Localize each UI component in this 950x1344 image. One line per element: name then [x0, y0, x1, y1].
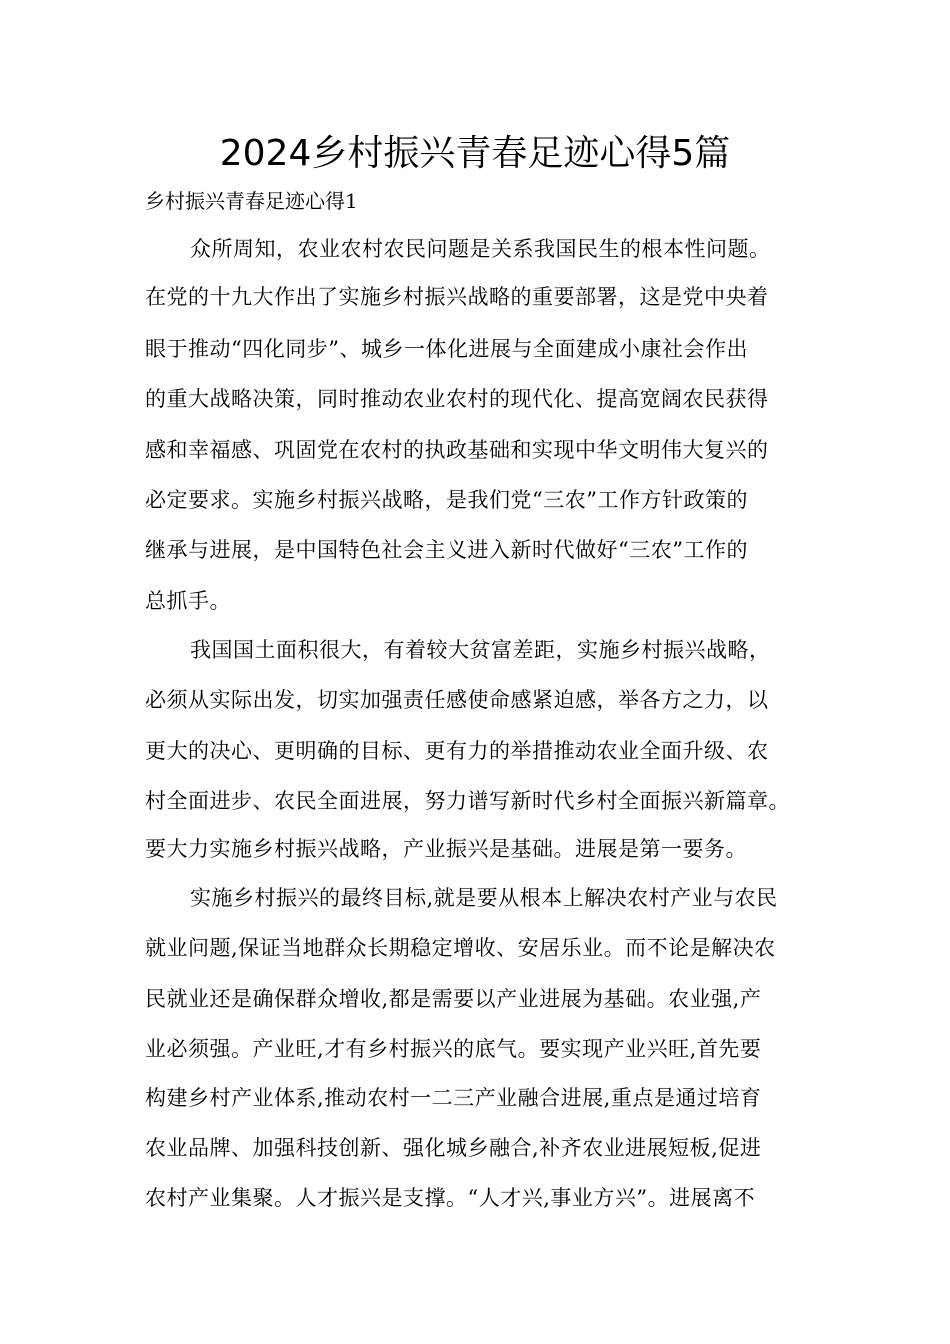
paragraph-2-line-5: 要大力实施乡村振兴战略，产业振兴是基础。进展是第一要务。 [145, 837, 747, 861]
paragraph-1-line-2: 在党的十九大作出了实施乡村振兴战略的重要部署，这是党中央着 [145, 285, 769, 309]
paragraph-3-line-2: 就业问题,保证当地群众长期稳定增收、安居乐业。而不论是解决农 [145, 936, 776, 960]
paragraph-3-line-7: 农村产业集聚。人才振兴是支撑。“人才兴,事业方兴”。进展离不 [145, 1186, 756, 1210]
paragraph-1-line-8: 总抓手。 [145, 589, 231, 613]
document-title: 2024乡村振兴青春足迹心得5篇 [219, 133, 731, 174]
paragraph-2-line-2: 必须从实际出发，切实加强责任感使命感紧迫感，举各方之力，以 [145, 688, 769, 712]
paragraph-2-line-4: 村全面进步、农民全面进展，努力谱写新时代乡村全面振兴新篇章。 [145, 789, 790, 813]
paragraph-2-line-3: 更大的决心、更明确的目标、更有力的举措推动农业全面升级、农 [145, 739, 769, 763]
paragraph-1-line-3: 眼于推动“四化同步”、城乡一体化进展与全面建成小康社会作出 [145, 337, 748, 361]
paragraph-3-line-6: 农业品牌、加强科技创新、强化城乡融合,补齐农业进展短板,促进 [145, 1136, 762, 1160]
paragraph-1-line-7: 继承与进展，是中国特色社会主义进入新时代做好“三农”工作的 [145, 538, 748, 562]
paragraph-3-line-3: 民就业还是确保群众增收,都是需要以产业进展为基础。农业强,产 [145, 987, 762, 1011]
paragraph-1-line-4: 的重大战略决策，同时推动农业农村的现代化、提高宽阔农民获得 [145, 387, 769, 411]
paragraph-1-line-6: 必定要求。实施乡村振兴战略，是我们党“三农”工作方针政策的 [145, 488, 748, 512]
paragraph-1-line-1: 众所周知，农业农村农民问题是关系我国民生的根本性问题。 [190, 237, 771, 261]
paragraph-3-line-4: 业必须强。产业旺,才有乡村振兴的底气。要实现产业兴旺,首先要 [145, 1037, 762, 1061]
paragraph-3-line-1: 实施乡村振兴的最终目标,就是要从根本上解决农村产业与农民 [190, 886, 778, 910]
paragraph-1-line-5: 感和幸福感、巩固党在农村的执政基础和实现中华文明伟大复兴的 [145, 438, 769, 462]
paragraph-2-line-1: 我国国土面积很大，有着较大贫富差距，实施乡村振兴战略， [190, 638, 771, 662]
paragraph-3-line-5: 构建乡村产业体系,推动农村一二三产业融合进展,重点是通过培育 [145, 1086, 762, 1110]
section-heading: 乡村振兴青春足迹心得1 [145, 189, 358, 213]
